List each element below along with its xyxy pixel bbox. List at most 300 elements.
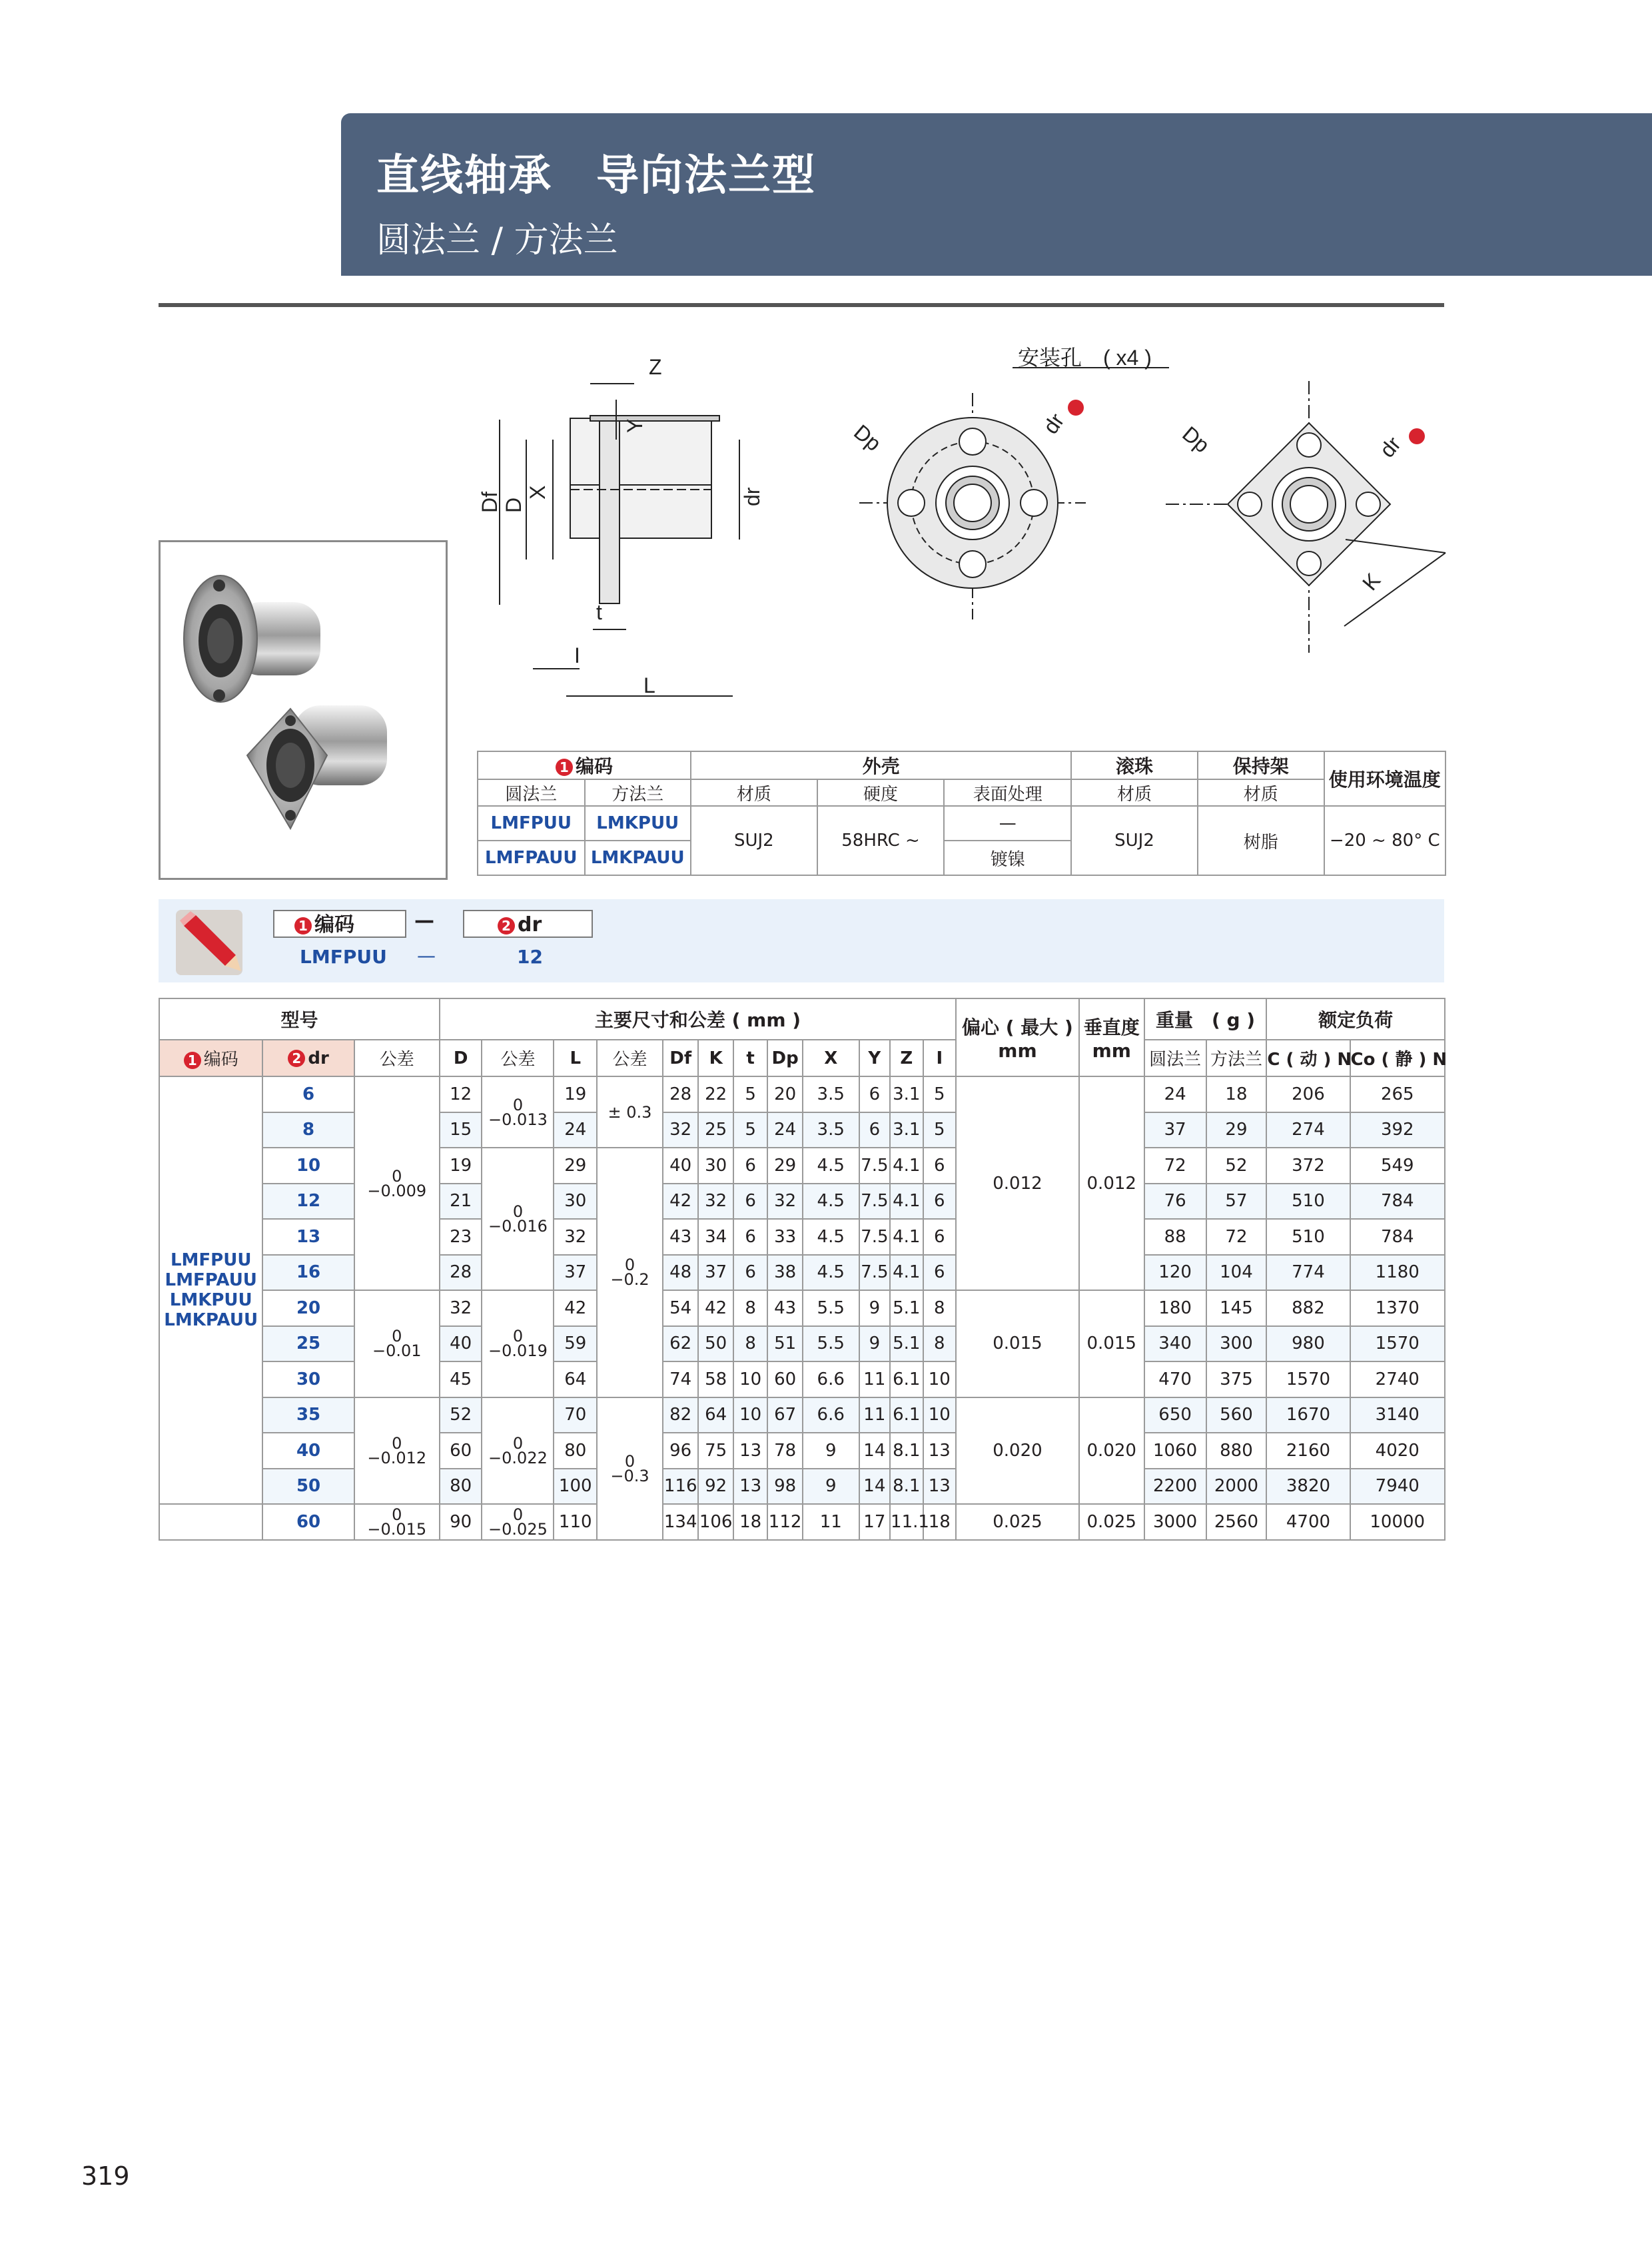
X-value: 4.5 — [803, 1148, 859, 1184]
Y-value: 17 — [859, 1504, 890, 1540]
X-value: 4.5 — [803, 1184, 859, 1220]
dr-value: 30 — [262, 1361, 354, 1397]
D-value: 45 — [440, 1361, 482, 1397]
L-value: 80 — [554, 1433, 597, 1469]
D-tolerance-lower: −0.016 — [488, 1217, 548, 1236]
L-value: 32 — [554, 1219, 597, 1255]
dr-tolerance — [354, 1290, 440, 1397]
Z-value: 4.1 — [890, 1255, 923, 1291]
static-load: 1180 — [1350, 1255, 1445, 1291]
label-dp-round: Dp — [849, 420, 886, 456]
X-value: 4.5 — [803, 1219, 859, 1255]
weight-round: 37 — [1144, 1112, 1206, 1148]
D-tolerance-lower: −0.025 — [488, 1519, 548, 1539]
dr-value: 25 — [262, 1326, 354, 1362]
dr-tolerance-lower: −0.01 — [372, 1341, 422, 1361]
dr-value: 8 — [262, 1112, 354, 1148]
L-tolerance — [597, 1397, 663, 1540]
Z-value: 4.1 — [890, 1219, 923, 1255]
model-codes — [159, 1076, 262, 1504]
D-value: 28 — [440, 1255, 482, 1291]
static-load: 1370 — [1350, 1290, 1445, 1326]
D-tolerance-upper: 0 — [512, 1095, 524, 1114]
t-value: 6 — [733, 1184, 767, 1220]
dynamic-load: 774 — [1266, 1255, 1350, 1291]
square-flange-view — [1166, 381, 1446, 653]
h-dr: 2 dr — [262, 1040, 354, 1076]
weight-round: 650 — [1144, 1397, 1206, 1433]
h-C: C ( 动 ) N — [1266, 1040, 1350, 1076]
dynamic-load: 980 — [1266, 1326, 1350, 1362]
dr-tolerance-upper: 0 — [392, 1433, 402, 1453]
perpendicularity: 0.025 — [1079, 1504, 1144, 1540]
example-code-box: 1 编码 — [273, 910, 406, 938]
dr-tolerance-lower: −0.012 — [367, 1448, 427, 1467]
Dp-value: 98 — [767, 1469, 802, 1505]
Df-value: 48 — [663, 1255, 698, 1291]
static-load: 549 — [1350, 1148, 1445, 1184]
dimension-table — [159, 998, 1446, 1541]
spec-shell-mat: SUJ2 — [691, 806, 817, 875]
Dp-value: 32 — [767, 1184, 802, 1220]
dynamic-load: 510 — [1266, 1219, 1350, 1255]
L-tolerance-lower: −0.2 — [610, 1270, 649, 1290]
example-dash: — — [414, 909, 434, 933]
Z-value: 4.1 — [890, 1148, 923, 1184]
h-w-square: 方法兰 — [1206, 1040, 1267, 1076]
D-tolerance-upper: 0 — [512, 1327, 524, 1346]
h-tol: 公差 — [354, 1040, 440, 1076]
dr-value: 10 — [262, 1148, 354, 1184]
Y-value: 7.5 — [859, 1184, 890, 1220]
Z-value: 8.1 — [890, 1469, 923, 1505]
L-value: 29 — [554, 1148, 597, 1184]
I-value: 5 — [923, 1112, 957, 1148]
pencil-icon — [169, 901, 249, 980]
t-value: 8 — [733, 1326, 767, 1362]
I-value: 10 — [923, 1397, 957, 1433]
spec-h-code: 1 编码 — [478, 751, 691, 779]
I-value: 13 — [923, 1433, 957, 1469]
eccentricity: 0.025 — [956, 1504, 1079, 1540]
dr-tolerance-upper: 0 — [392, 1327, 402, 1346]
h-w-round: 圆法兰 — [1144, 1040, 1206, 1076]
Y-value: 7.5 — [859, 1255, 890, 1291]
page-subtitle: 圆法兰 / 方法兰 — [376, 220, 618, 260]
example-dash: — — [417, 944, 436, 966]
table-row — [159, 1112, 1445, 1148]
dynamic-load: 4700 — [1266, 1504, 1350, 1540]
table-row — [159, 1326, 1445, 1362]
h-tolL: 公差 — [597, 1040, 663, 1076]
X-value: 3.5 — [803, 1076, 859, 1112]
Df-value: 42 — [663, 1184, 698, 1220]
t-value: 13 — [733, 1433, 767, 1469]
spec-code: LMKPAUU — [585, 841, 691, 875]
h-Y: Y — [859, 1040, 890, 1076]
weight-round: 1060 — [1144, 1433, 1206, 1469]
dynamic-load: 206 — [1266, 1076, 1350, 1112]
dynamic-load: 1570 — [1266, 1361, 1350, 1397]
I-value: 13 — [923, 1469, 957, 1505]
weight-square: 52 — [1206, 1148, 1267, 1184]
Z-value: 3.1 — [890, 1112, 923, 1148]
K-value: 58 — [698, 1361, 733, 1397]
h-Co: Co ( 静 ) N — [1350, 1040, 1445, 1076]
dr-value: 6 — [262, 1076, 354, 1112]
I-value: 6 — [923, 1219, 957, 1255]
table-row — [159, 1290, 1445, 1326]
table-row — [159, 1469, 1445, 1505]
D-tolerance-lower: −0.019 — [488, 1341, 548, 1361]
h-I: I — [923, 1040, 957, 1076]
table-row — [159, 1504, 1445, 1540]
label-x: X — [526, 485, 550, 500]
D-value: 52 — [440, 1397, 482, 1433]
dr-value: 40 — [262, 1433, 354, 1469]
spec-ball-mat: SUJ2 — [1071, 806, 1198, 875]
spec-h-shell: 外壳 — [691, 751, 1071, 779]
dr-value: 50 — [262, 1469, 354, 1505]
t-value: 13 — [733, 1469, 767, 1505]
dynamic-load: 3820 — [1266, 1469, 1350, 1505]
spec-h-material: 材质 — [691, 779, 817, 806]
I-value: 8 — [923, 1290, 957, 1326]
dr-value: 60 — [262, 1504, 354, 1540]
dr-value: 16 — [262, 1255, 354, 1291]
t-value: 18 — [733, 1504, 767, 1540]
weight-square: 560 — [1206, 1397, 1267, 1433]
spec-h-cage: 保持架 — [1198, 751, 1324, 779]
L-value: 24 — [554, 1112, 597, 1148]
weight-round: 470 — [1144, 1361, 1206, 1397]
L-tolerance-upper: 0 — [624, 1451, 635, 1471]
spec-code: LMKPUU — [585, 806, 691, 841]
dynamic-load: 882 — [1266, 1290, 1350, 1326]
dynamic-load: 274 — [1266, 1112, 1350, 1148]
weight-round: 2200 — [1144, 1469, 1206, 1505]
t-value: 10 — [733, 1361, 767, 1397]
static-load: 265 — [1350, 1076, 1445, 1112]
label-mount-hole: 安装孔 ( x4 ) — [1018, 346, 1152, 370]
I-value: 18 — [923, 1504, 957, 1540]
X-value: 3.5 — [803, 1112, 859, 1148]
L-value: 42 — [554, 1290, 597, 1326]
label-k: K — [1358, 568, 1386, 595]
Z-value: 5.1 — [890, 1326, 923, 1362]
D-tolerance-upper: 0 — [512, 1202, 524, 1221]
D-value: 60 — [440, 1433, 482, 1469]
D-value: 19 — [440, 1148, 482, 1184]
static-load: 1570 — [1350, 1326, 1445, 1362]
spec-h-ball-mat: 材质 — [1071, 779, 1198, 806]
spec-cage-mat: 树脂 — [1198, 806, 1324, 875]
Df-value: 40 — [663, 1148, 698, 1184]
Df-value: 28 — [663, 1076, 698, 1112]
I-value: 10 — [923, 1361, 957, 1397]
spec-h-square: 方法兰 — [585, 779, 691, 806]
L-value: 64 — [554, 1361, 597, 1397]
weight-round: 3000 — [1144, 1504, 1206, 1540]
label-dp-square: Dp — [1178, 421, 1214, 458]
I-value: 6 — [923, 1148, 957, 1184]
divider — [159, 303, 1444, 307]
Y-value: 9 — [859, 1326, 890, 1362]
D-tolerance — [482, 1504, 554, 1540]
static-load: 4020 — [1350, 1433, 1445, 1469]
dynamic-load: 1670 — [1266, 1397, 1350, 1433]
h-ecc: 偏心 ( 最大 ) mm — [956, 998, 1079, 1076]
dr-tolerance-upper: 0 — [392, 1505, 402, 1524]
model-code: LMFPUU — [170, 1250, 252, 1270]
Dp-value: 67 — [767, 1397, 802, 1433]
page-title: 直线轴承 导向法兰型 — [376, 151, 816, 200]
spec-hardness: 58HRC ~ — [817, 806, 945, 875]
K-value: 64 — [698, 1397, 733, 1433]
L-value: 70 — [554, 1397, 597, 1433]
label-y: Y — [623, 418, 647, 433]
D-tolerance — [482, 1076, 554, 1148]
Df-value: 62 — [663, 1326, 698, 1362]
weight-square: 145 — [1206, 1290, 1267, 1326]
K-value: 32 — [698, 1184, 733, 1220]
I-value: 6 — [923, 1184, 957, 1220]
dr-value: 35 — [262, 1397, 354, 1433]
dr-value: 12 — [262, 1184, 354, 1220]
Df-value: 32 — [663, 1112, 698, 1148]
Y-value: 14 — [859, 1469, 890, 1505]
dr-tolerance-lower: −0.015 — [367, 1519, 427, 1539]
D-value: 90 — [440, 1504, 482, 1540]
spec-temp: −20 ~ 80° C — [1324, 806, 1446, 875]
t-value: 6 — [733, 1255, 767, 1291]
model-codes-empty — [159, 1504, 262, 1540]
h-t: t — [733, 1040, 767, 1076]
h-Z: Z — [890, 1040, 923, 1076]
weight-square: 29 — [1206, 1112, 1267, 1148]
X-value: 6.6 — [803, 1397, 859, 1433]
Df-value: 96 — [663, 1433, 698, 1469]
weight-round: 180 — [1144, 1290, 1206, 1326]
X-value: 6.6 — [803, 1361, 859, 1397]
Y-value: 6 — [859, 1112, 890, 1148]
dr-tolerance — [354, 1076, 440, 1290]
Z-value: 6.1 — [890, 1361, 923, 1397]
weight-square: 2000 — [1206, 1469, 1267, 1505]
D-value: 80 — [440, 1469, 482, 1505]
h-dims: 主要尺寸和公差 ( mm ) — [440, 998, 956, 1040]
t-value: 6 — [733, 1148, 767, 1184]
Y-value: 11 — [859, 1361, 890, 1397]
K-value: 22 — [698, 1076, 733, 1112]
Df-value: 43 — [663, 1219, 698, 1255]
h-Dp: Dp — [767, 1040, 802, 1076]
dr-value: 13 — [262, 1219, 354, 1255]
K-value: 25 — [698, 1112, 733, 1148]
label-z: Z — [649, 355, 662, 379]
h-load: 额定负荷 — [1266, 998, 1445, 1040]
D-tolerance — [482, 1148, 554, 1290]
model-code: LMKPUU — [169, 1290, 252, 1310]
h-Df: Df — [663, 1040, 698, 1076]
h-K: K — [698, 1040, 733, 1076]
Y-value: 14 — [859, 1433, 890, 1469]
L-value: 30 — [554, 1184, 597, 1220]
eccentricity: 0.020 — [956, 1397, 1079, 1505]
Y-value: 11 — [859, 1397, 890, 1433]
Dp-value: 43 — [767, 1290, 802, 1326]
model-code: LMKPAUU — [164, 1310, 258, 1330]
spec-h-cage-mat: 材质 — [1198, 779, 1324, 806]
X-value: 4.5 — [803, 1255, 859, 1291]
table-row — [159, 1433, 1445, 1469]
weight-round: 340 — [1144, 1326, 1206, 1362]
static-load: 784 — [1350, 1219, 1445, 1255]
X-value: 5.5 — [803, 1290, 859, 1326]
K-value: 75 — [698, 1433, 733, 1469]
D-value: 40 — [440, 1326, 482, 1362]
dr-tolerance-lower: −0.009 — [367, 1181, 427, 1200]
technical-drawing — [460, 333, 1459, 733]
Z-value: 6.1 — [890, 1397, 923, 1433]
L-value: 100 — [554, 1469, 597, 1505]
Dp-value: 51 — [767, 1326, 802, 1362]
Y-value: 6 — [859, 1076, 890, 1112]
L-value: 110 — [554, 1504, 597, 1540]
h-weight: 重量 ( g ) — [1144, 998, 1267, 1040]
K-value: 42 — [698, 1290, 733, 1326]
I-value: 5 — [923, 1076, 957, 1112]
dr-tolerance-upper: 0 — [392, 1166, 402, 1186]
spec-h-surface: 表面处理 — [944, 779, 1071, 806]
D-tolerance — [482, 1290, 554, 1397]
h-X: X — [803, 1040, 859, 1076]
table-row — [159, 1397, 1445, 1433]
Df-value: 74 — [663, 1361, 698, 1397]
Dp-value: 78 — [767, 1433, 802, 1469]
spec-h-round: 圆法兰 — [478, 779, 585, 806]
perpendicularity: 0.020 — [1079, 1397, 1144, 1505]
weight-round: 76 — [1144, 1184, 1206, 1220]
X-value: 9 — [803, 1469, 859, 1505]
weight-round: 24 — [1144, 1076, 1206, 1112]
weight-square: 375 — [1206, 1361, 1267, 1397]
L-tolerance — [597, 1148, 663, 1397]
L-tolerance-lower: −0.3 — [610, 1466, 649, 1485]
label-d: D — [502, 497, 526, 513]
K-value: 92 — [698, 1469, 733, 1505]
table-row — [159, 1076, 1445, 1112]
Z-value: 3.1 — [890, 1076, 923, 1112]
h-perp: 垂直度 mm — [1079, 998, 1144, 1076]
I-value: 8 — [923, 1326, 957, 1362]
D-value: 23 — [440, 1219, 482, 1255]
D-value: 32 — [440, 1290, 482, 1326]
weight-round: 88 — [1144, 1219, 1206, 1255]
Dp-value: 60 — [767, 1361, 802, 1397]
table-row — [159, 1219, 1445, 1255]
L-value: 19 — [554, 1076, 597, 1112]
eccentricity: 0.012 — [956, 1076, 1079, 1290]
Dp-value: 29 — [767, 1148, 802, 1184]
table-row — [159, 1148, 1445, 1184]
Y-value: 7.5 — [859, 1219, 890, 1255]
D-value: 15 — [440, 1112, 482, 1148]
label-df: Df — [478, 492, 502, 513]
Z-value: 4.1 — [890, 1184, 923, 1220]
L-tolerance-upper: 0 — [624, 1256, 635, 1275]
h-tolD: 公差 — [482, 1040, 554, 1076]
K-value: 37 — [698, 1255, 733, 1291]
Dp-value: 24 — [767, 1112, 802, 1148]
Y-value: 7.5 — [859, 1148, 890, 1184]
I-value: 6 — [923, 1255, 957, 1291]
t-value: 6 — [733, 1219, 767, 1255]
label-dr-round: dr — [1038, 408, 1069, 438]
eccentricity: 0.015 — [956, 1290, 1079, 1397]
dr-tolerance — [354, 1504, 440, 1540]
static-load: 3140 — [1350, 1397, 1445, 1433]
D-value: 21 — [440, 1184, 482, 1220]
D-tolerance-lower: −0.022 — [488, 1448, 548, 1467]
L-tolerance-value: ± 0.3 — [608, 1102, 652, 1122]
t-value: 8 — [733, 1290, 767, 1326]
perpendicularity: 0.015 — [1079, 1290, 1144, 1397]
L-value: 59 — [554, 1326, 597, 1362]
weight-round: 72 — [1144, 1148, 1206, 1184]
L-value: 37 — [554, 1255, 597, 1291]
Df-value: 116 — [663, 1469, 698, 1505]
dr-tolerance — [354, 1397, 440, 1505]
label-l: L — [643, 673, 655, 697]
X-value: 11 — [803, 1504, 859, 1540]
D-tolerance-upper: 0 — [512, 1505, 524, 1524]
Dp-value: 38 — [767, 1255, 802, 1291]
weight-round: 120 — [1144, 1255, 1206, 1291]
round-flange-view — [859, 368, 1169, 619]
label-dr-square: dr — [1375, 432, 1406, 462]
table-row — [159, 1184, 1445, 1220]
dynamic-load: 372 — [1266, 1148, 1350, 1184]
Dp-value: 112 — [767, 1504, 802, 1540]
weight-square: 2560 — [1206, 1504, 1267, 1540]
static-load: 2740 — [1350, 1361, 1445, 1397]
t-value: 5 — [733, 1076, 767, 1112]
label-i: I — [574, 643, 580, 667]
t-value: 10 — [733, 1397, 767, 1433]
Dp-value: 20 — [767, 1076, 802, 1112]
h-L: L — [554, 1040, 597, 1076]
K-value: 106 — [698, 1504, 733, 1540]
dynamic-load: 510 — [1266, 1184, 1350, 1220]
weight-square: 880 — [1206, 1433, 1267, 1469]
h-code: 1 编码 — [159, 1040, 262, 1076]
Z-value: 11.1 — [890, 1504, 923, 1540]
spec-h-ball: 滚珠 — [1071, 751, 1198, 779]
spec-h-temp: 使用环境温度 — [1324, 751, 1446, 806]
L-tolerance — [597, 1076, 663, 1148]
Dp-value: 33 — [767, 1219, 802, 1255]
side-view — [500, 384, 739, 696]
weight-square: 72 — [1206, 1219, 1267, 1255]
Df-value: 134 — [663, 1504, 698, 1540]
label-dr: dr — [740, 487, 764, 506]
t-value: 5 — [733, 1112, 767, 1148]
Z-value: 8.1 — [890, 1433, 923, 1469]
K-value: 50 — [698, 1326, 733, 1362]
spec-code: LMFPUU — [478, 806, 585, 841]
label-t: t — [596, 600, 602, 624]
